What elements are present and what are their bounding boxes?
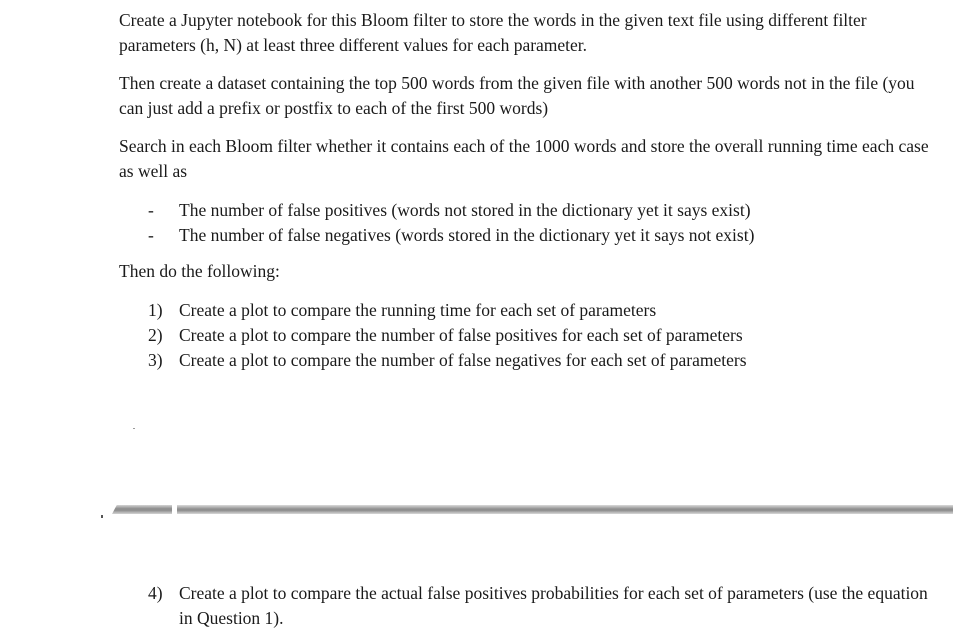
- task-text: Create a plot to compare the number of false negatives for each set of parameters: [179, 350, 747, 370]
- bullet-text: The number of false positives (words not stored in the dictionary yet it says exist): [179, 200, 751, 220]
- then-paragraph: Then do the following:: [119, 261, 280, 281]
- list-item: [148, 581, 938, 631]
- list-item: [148, 323, 747, 348]
- search-paragraph: Search in each Bloom filter whether it contains each of the 1000 words and store the overall running time each case as well as: [119, 136, 929, 181]
- task-text: Create a plot to compare the running time for each set of parameters: [179, 300, 657, 320]
- bullet-text: The number of false negatives (words stored in the dictionary yet it says not exist): [179, 225, 755, 245]
- list-item: [146, 223, 754, 248]
- list-item: [146, 198, 754, 223]
- intro-paragraph: Create a Jupyter notebook for this Bloom filter to store the words in the given text file using different filter parameters (h, N) at least three different values for each parameter.: [119, 10, 867, 55]
- task-text: Create a plot to compare the number of false positives for each set of parameters: [179, 325, 743, 345]
- page-divider-right: [177, 505, 953, 514]
- bullet-marker: -: [148, 200, 154, 220]
- task-text: Create a plot to compare the actual false positives probabilities for each set of parameters (use the equation in Question 1).: [179, 583, 928, 628]
- tasks-numbered-list: [148, 298, 747, 373]
- task-number: 3): [148, 350, 163, 370]
- page-divider-left: [112, 505, 172, 514]
- tasks-numbered-list-continued: [148, 581, 938, 631]
- list-item: [148, 298, 747, 323]
- scan-speck: [133, 428, 135, 429]
- task-number: 4): [148, 583, 163, 603]
- task-number: 2): [148, 325, 163, 345]
- list-item: [148, 348, 747, 373]
- metrics-bullet-list: [146, 198, 754, 248]
- divider-tick: [101, 515, 103, 518]
- task-number: 1): [148, 300, 163, 320]
- dataset-paragraph: Then create a dataset containing the top 500 words from the given file with another 500 words not in the file (you can just add a prefix or postfix to each of the first 500 words): [119, 73, 915, 118]
- bullet-marker: -: [148, 225, 154, 245]
